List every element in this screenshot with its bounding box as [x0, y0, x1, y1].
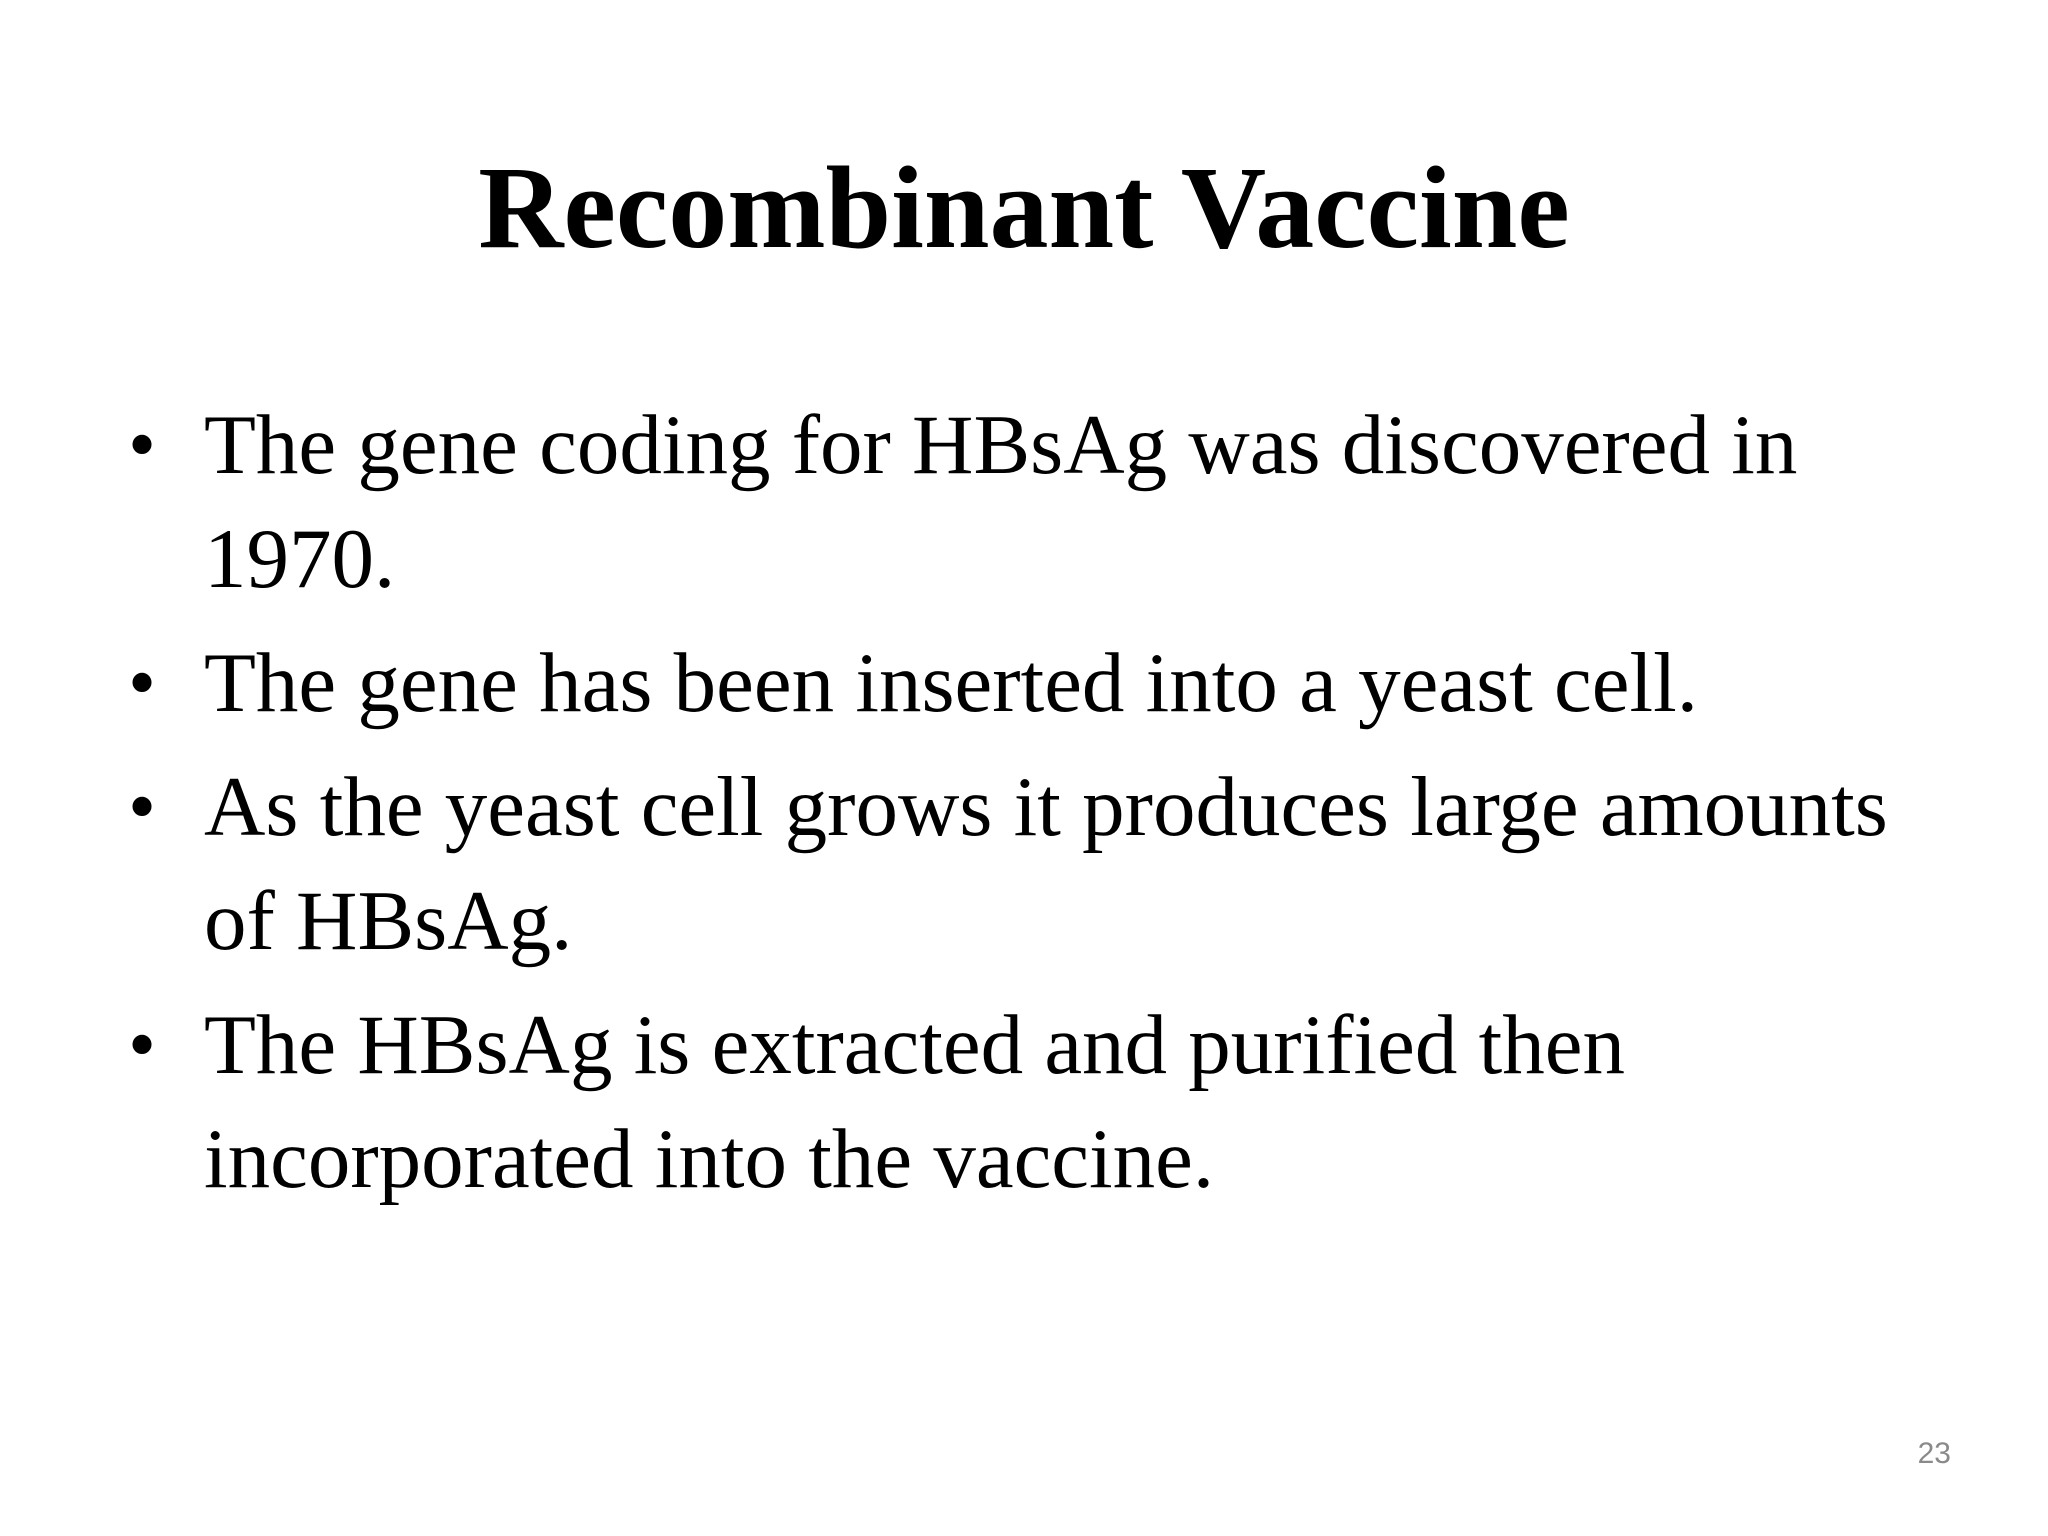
bullet-item [128, 388, 1958, 616]
bullet-text: As the yeast cell grows it produces large amounts of HBsAg. [204, 760, 1888, 968]
bullet-icon: • [128, 1001, 157, 1089]
bullet-icon: • [128, 401, 157, 489]
bullet-text: The HBsAg is extracted and purified then incorporated into the vaccine. [204, 998, 1625, 1206]
bullet-item [128, 988, 1958, 1216]
bullet-list [128, 388, 1958, 1226]
bullet-item [128, 626, 1958, 740]
bullet-text: The gene coding for HBsAg was discovered in 1970. [204, 398, 1798, 606]
page-number: 23 [1917, 1437, 1951, 1470]
bullet-icon: • [128, 763, 157, 851]
bullet-text: The gene has been inserted into a yeast cell. [204, 636, 1698, 730]
slide-title: Recombinant Vaccine [478, 142, 1570, 273]
bullet-item [128, 750, 1958, 978]
bullet-icon: • [128, 639, 157, 727]
